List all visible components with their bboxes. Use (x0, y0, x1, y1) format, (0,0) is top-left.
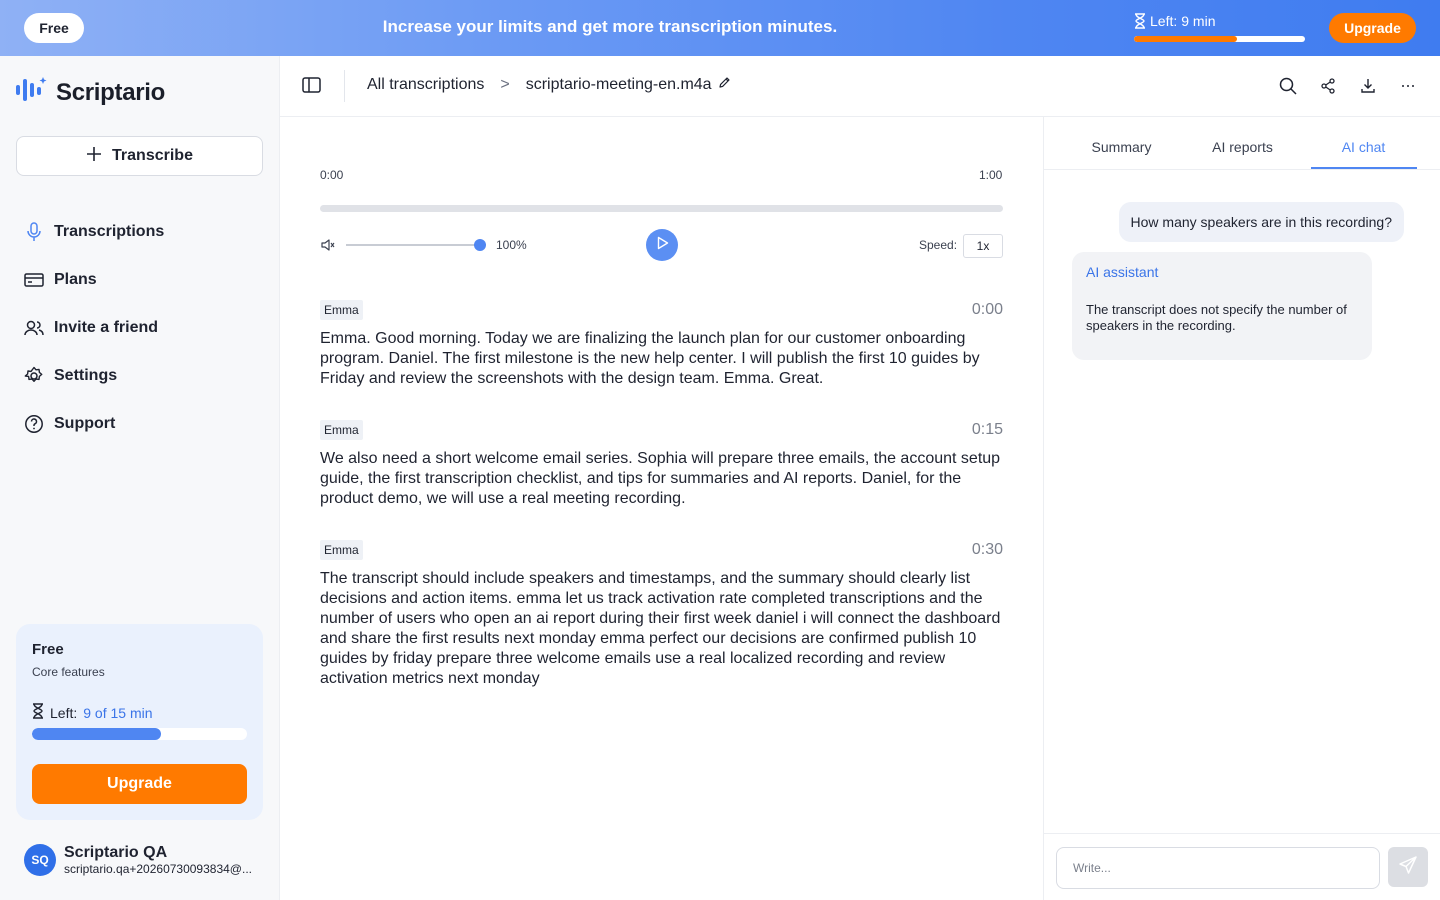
minutes-left-label: Left: (1150, 13, 1178, 29)
header (280, 56, 1440, 117)
transcribe-button[interactable] (16, 136, 263, 176)
sidebar-nav (24, 208, 264, 448)
sidebar (0, 56, 280, 900)
plan-title: Free (32, 641, 64, 658)
sidebar-item-label: Transcriptions (54, 223, 165, 240)
volume-knob[interactable] (474, 239, 486, 251)
download-icon[interactable] (1358, 75, 1378, 97)
tab-ai-chat[interactable]: AI chat (1341, 139, 1386, 155)
transcript-segment (320, 299, 1003, 389)
minutes-progress-bar (1134, 36, 1305, 42)
hourglass-icon (32, 703, 44, 722)
hourglass-icon (1134, 13, 1146, 29)
file-name: scriptario-meeting-en.m4a (525, 76, 712, 93)
breadcrumb-separator: > (500, 76, 510, 93)
sidebar-item-settings[interactable] (24, 352, 264, 400)
share-icon[interactable] (1318, 75, 1338, 97)
chat-composer (1044, 833, 1440, 900)
segment-timestamp[interactable]: 0:15 (971, 421, 1003, 438)
logo-text: Scriptario (56, 78, 166, 106)
plan-progress-fill (32, 728, 161, 740)
sidebar-item-support[interactable] (24, 400, 264, 448)
help-icon (24, 414, 44, 434)
plan-left-label: Left: (50, 704, 78, 721)
breadcrumb-all-transcriptions[interactable]: All transcriptions (367, 76, 485, 93)
play-button[interactable] (646, 229, 678, 261)
minutes-left-value: 9 min (1181, 13, 1216, 29)
logo[interactable] (16, 76, 165, 109)
card-icon (24, 270, 44, 290)
segment-timestamp[interactable]: 0:00 (971, 301, 1003, 318)
speed-label: Speed: (919, 238, 958, 252)
user-profile[interactable] (24, 844, 254, 876)
plan-card (16, 624, 263, 820)
transcribe-label: Transcribe (112, 147, 193, 164)
ai-panel (1043, 117, 1440, 900)
send-icon (1398, 855, 1418, 880)
active-tab-indicator (1311, 167, 1417, 169)
logo-icon (16, 76, 48, 109)
sidebar-item-transcriptions[interactable] (24, 208, 264, 256)
segment-timestamp[interactable]: 0:30 (971, 541, 1003, 558)
speaker-label[interactable]: Emma (320, 420, 363, 440)
pencil-icon[interactable] (718, 76, 731, 94)
player-time-end: 1:00 (979, 168, 1003, 182)
sidebar-item-invite[interactable] (24, 304, 264, 352)
tab-summary[interactable]: Summary (1091, 139, 1152, 155)
volume-label: 100% (496, 238, 527, 252)
sidebar-item-plans[interactable] (24, 256, 264, 304)
segment-text: The transcript should include speakers and timestamps, and the summary should clearly list decisions and action items. emma let us track activation rate completed transcriptions and the number of users who open an ai report during their first week daniel i will connect the dashboard and share the first results next monday emma perfect our decisions are confirmed publish 10 guides by friday prepare three welcome emails use a real localized recording and review activation metrics next monday (320, 570, 1001, 687)
sidebar-item-label: Settings (54, 367, 118, 384)
speaker-label[interactable]: Emma (320, 300, 363, 320)
minutes-left (1134, 12, 1306, 42)
sidebar-toggle-icon[interactable] (302, 76, 322, 99)
transcript-main (280, 117, 1043, 900)
plan-minutes-left (32, 703, 153, 722)
microphone-icon (24, 222, 44, 242)
player-time-start: 0:00 (320, 168, 344, 182)
player-seek-bar[interactable] (320, 205, 1003, 212)
user-message: How many speakers are in this recording? (1119, 202, 1404, 242)
segment-text: Emma. Good morning. Today we are finalizing the launch plan for our customer onboarding program. Daniel. The first milestone is the new help center. I will publish the first 10 guides by Friday and review the screenshots with the design team. Emma. Great. (320, 330, 980, 387)
plus-icon (86, 146, 102, 167)
breadcrumb (367, 76, 731, 94)
sidebar-item-label: Invite a friend (54, 319, 159, 336)
sidebar-item-label: Plans (54, 271, 97, 288)
plan-subtitle: Core features (32, 665, 105, 679)
segment-text: We also need a short welcome email series. Sophia will prepare three emails, the account setup guide, the first transcription checklist, and tips for summaries and AI reports. Daniel, for the product demo, we will use a real meeting recording. (320, 450, 1001, 507)
assistant-name: AI assistant (1086, 264, 1159, 280)
assistant-text: The transcript does not specify the number of speakers in the recording. (1086, 302, 1347, 333)
assistant-message (1072, 252, 1372, 360)
plan-left-value: 9 of 15 min (83, 704, 153, 721)
banner-upgrade-button[interactable]: Upgrade (1329, 13, 1416, 43)
users-icon (24, 318, 44, 338)
plan-progress-bar (32, 728, 247, 740)
user-name: Scriptario QA (64, 844, 168, 861)
avatar: SQ (24, 844, 56, 876)
gear-icon (24, 366, 44, 386)
volume-icon[interactable] (320, 237, 336, 258)
speed-select[interactable]: 1x (963, 234, 1003, 258)
plan-badge: Free (24, 13, 84, 43)
chat-input[interactable] (1056, 847, 1380, 889)
plan-upgrade-button[interactable]: Upgrade (32, 764, 247, 804)
volume-fill (346, 244, 480, 246)
header-actions (1278, 75, 1418, 97)
sidebar-item-label: Support (54, 415, 116, 432)
banner-message: Increase your limits and get more transcription minutes. (382, 17, 838, 36)
header-divider (344, 70, 345, 102)
more-icon[interactable] (1398, 75, 1418, 97)
speaker-label[interactable]: Emma (320, 540, 363, 560)
user-email: scriptario.qa+20260730093834@... (64, 862, 252, 876)
tab-ai-reports[interactable]: AI reports (1212, 139, 1273, 155)
minutes-progress-fill (1134, 36, 1237, 42)
volume-slider[interactable] (346, 244, 480, 246)
upgrade-banner (0, 0, 1440, 56)
transcript-segments (320, 299, 1003, 719)
panel-tabs (1044, 117, 1440, 170)
send-button[interactable] (1388, 847, 1428, 887)
search-icon[interactable] (1278, 75, 1298, 97)
transcript-segment (320, 419, 1003, 509)
transcript-segment (320, 539, 1003, 689)
play-icon (655, 236, 669, 255)
